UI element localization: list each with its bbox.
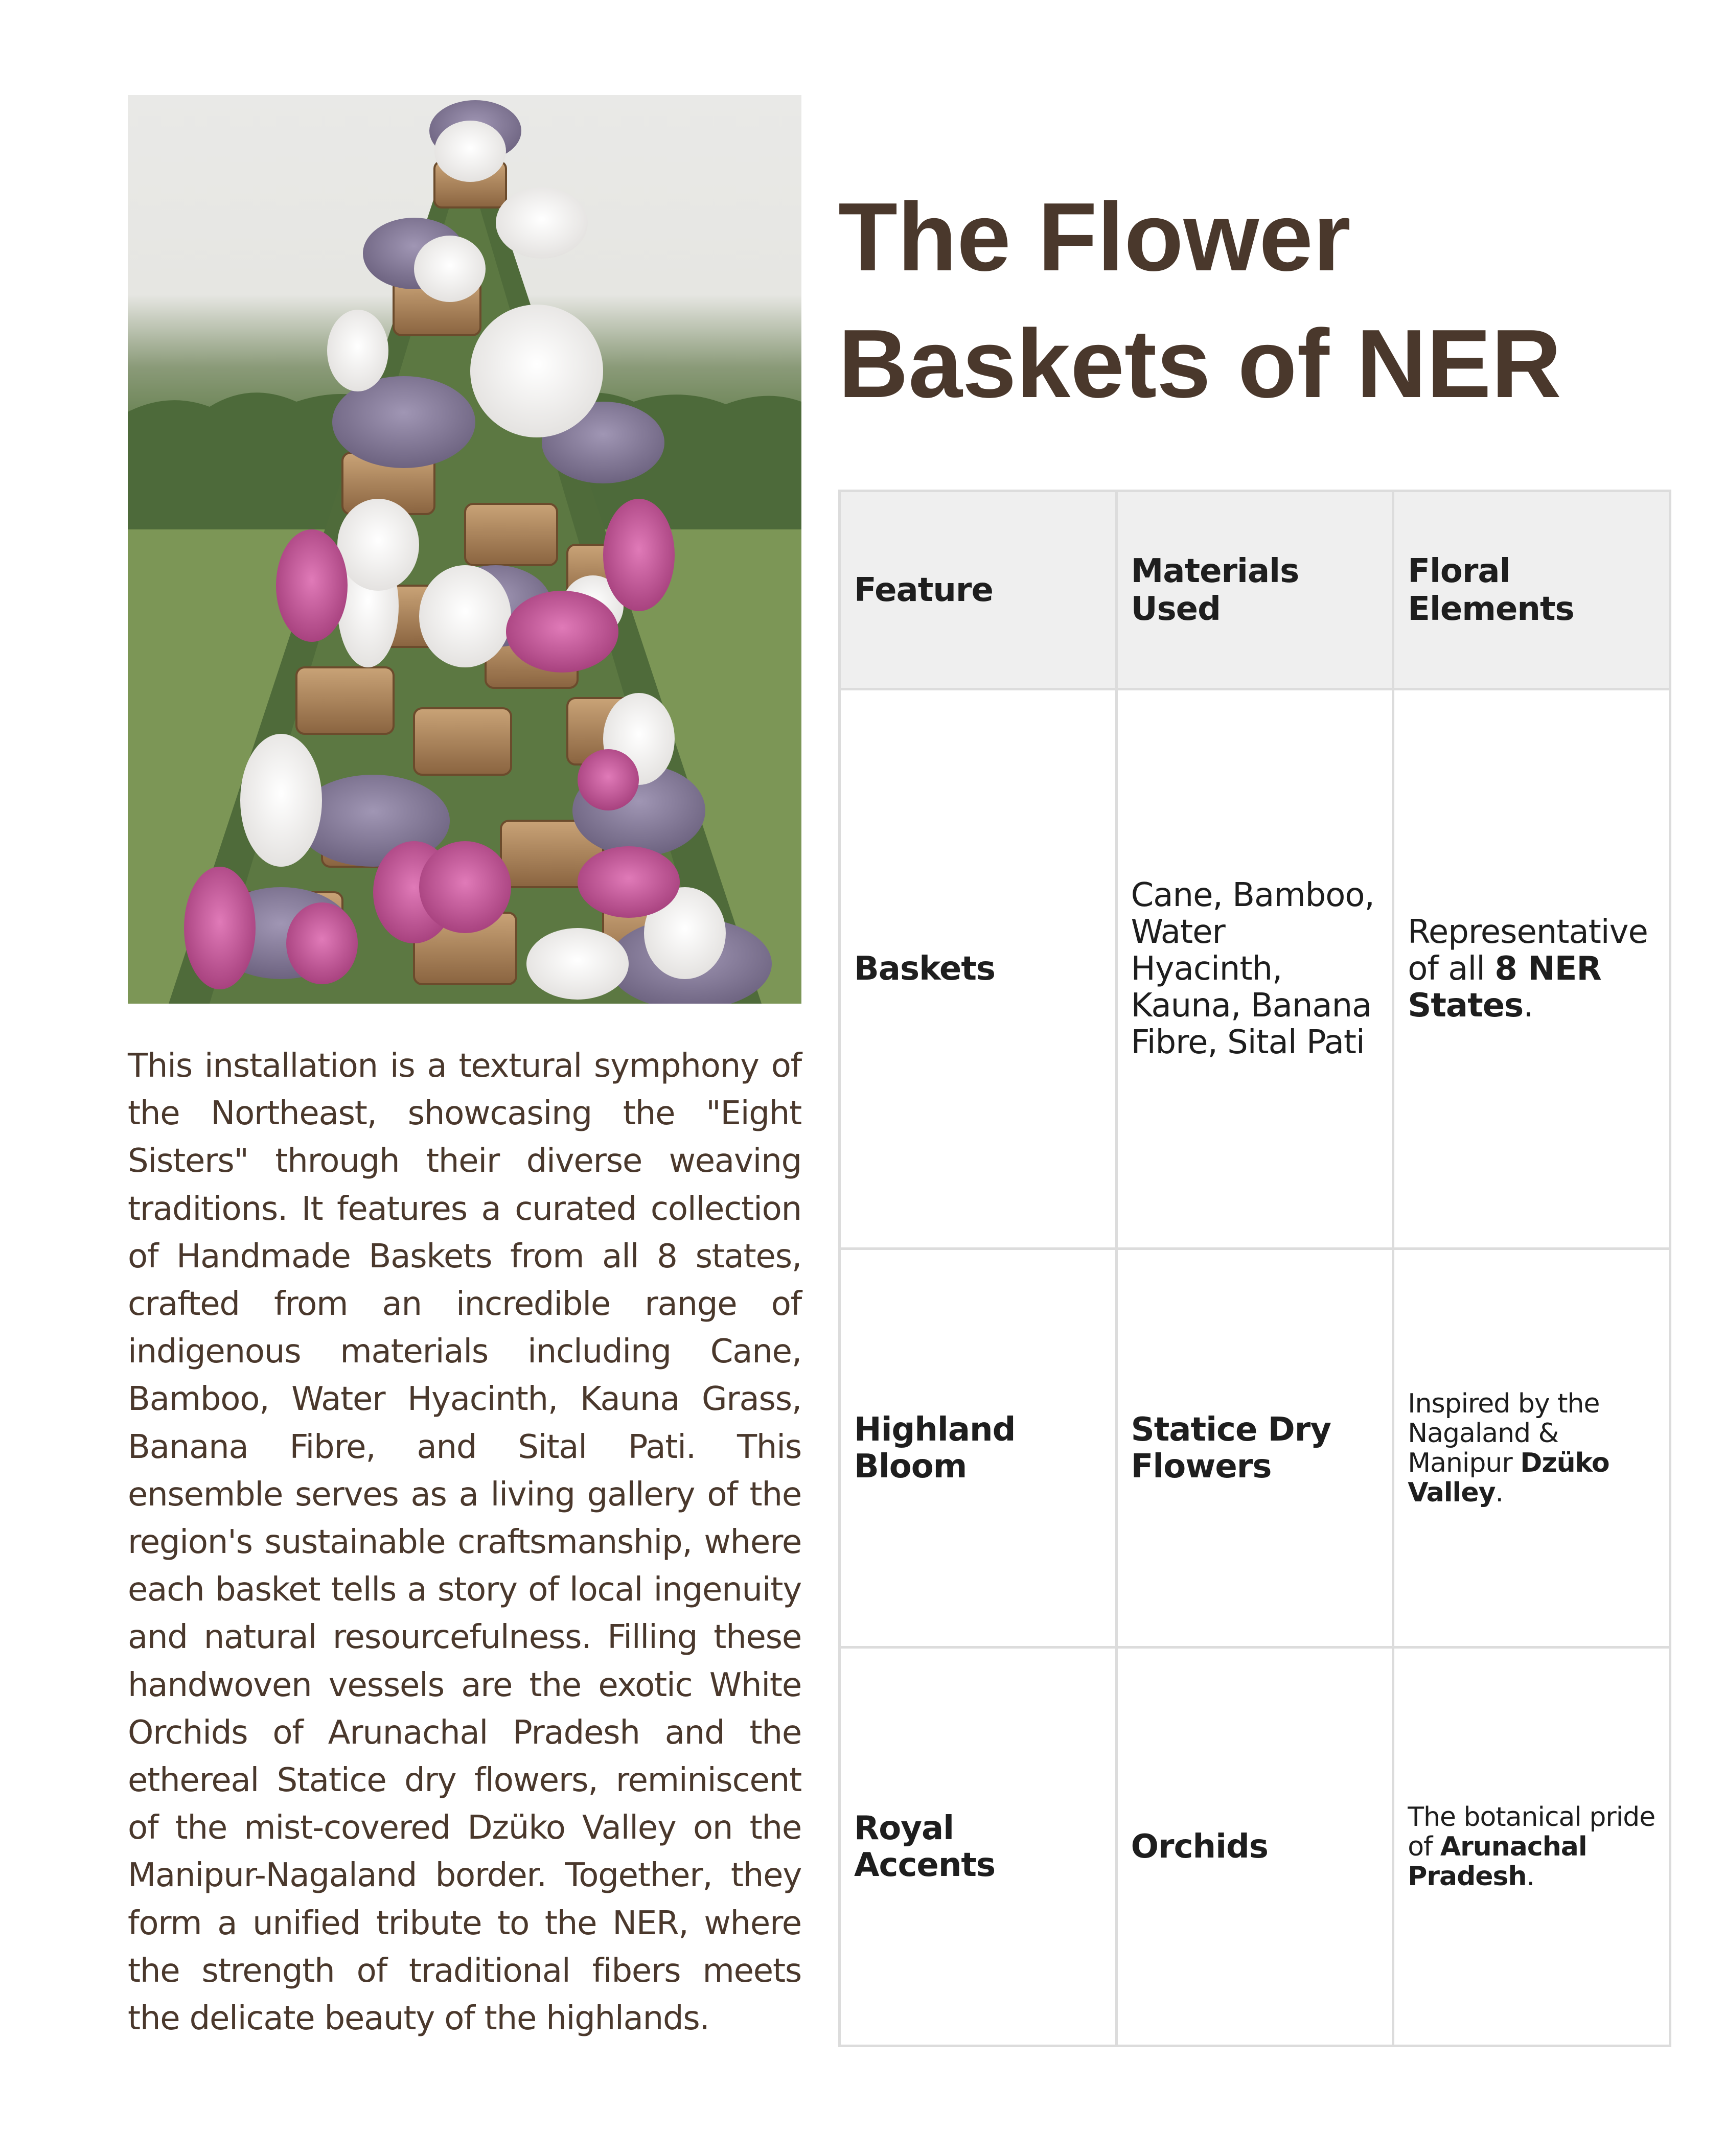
floral-text: The botanical pride of — [1408, 1801, 1655, 1862]
floral-highlight: Dzüko Valley — [1408, 1447, 1609, 1508]
header-feature: Feature — [840, 491, 1117, 689]
description-paragraph: This installation is a textural symphony of the Northeast, showcasing the "Eight Sisters" through their diverse weaving traditions. It features a curated collection of Handmade Baskets from all 8 states, crafted from an incredible range of indigenous materials including Cane, Bamboo, Water Hyacinth, Kauna Grass, Banana Fibre, and Sital Pati. This ensemble serves as a living gallery of the region's sustainable craftsmanship, where each basket tells a story of local ingenuity and natural resourcefulness. Filling these handwoven vessels are the exotic White Orchids of Arunachal Pradesh and the ethereal Statice dry flowers, reminiscent of the mist-covered Dzüko Valley on the Manipur-Nagaland border. Together, they form a unified tribute to the NER, where the strength of traditional fibers meets the delicate beauty of the highlands. — [128, 1047, 801, 2038]
feature-table — [838, 490, 1671, 2047]
materials-cell: Statice Dry Flowers — [1116, 1249, 1393, 1648]
hero-photo — [128, 95, 801, 1004]
feature-cell: Highland Bloom — [840, 1249, 1117, 1648]
table-row — [840, 689, 1670, 1249]
floral-highlight: Arunachal Pradesh — [1408, 1831, 1587, 1892]
header-floral-elements: Floral Elements — [1393, 491, 1670, 689]
header-materials-used: Materials Used — [1116, 491, 1393, 689]
floral-cell — [1393, 1249, 1670, 1648]
page-title: The Flower Baskets of NER — [838, 183, 1561, 418]
flower-basket-tower-illustration — [128, 95, 801, 1004]
feature-cell: Royal Accents — [840, 1648, 1117, 2046]
table-row — [840, 1648, 1670, 2046]
materials-cell: Cane, Bamboo, Water Hyacinth, Kauna, Banana Fibre, Sital Pati — [1116, 689, 1393, 1249]
feature-cell: Baskets — [840, 689, 1117, 1249]
floral-text: Inspired by the Nagaland & Manipur — [1408, 1388, 1600, 1478]
floral-suffix: . — [1495, 1477, 1504, 1508]
table-header-row — [840, 491, 1670, 689]
floral-cell — [1393, 1648, 1670, 2046]
table-row — [840, 1249, 1670, 1648]
materials-cell: Orchids — [1116, 1648, 1393, 2046]
floral-suffix: . — [1523, 987, 1533, 1025]
floral-suffix: . — [1526, 1861, 1535, 1892]
floral-cell — [1393, 689, 1670, 1249]
floral-text: Representative of all — [1408, 913, 1648, 988]
floral-highlight: 8 NER States — [1408, 950, 1601, 1025]
